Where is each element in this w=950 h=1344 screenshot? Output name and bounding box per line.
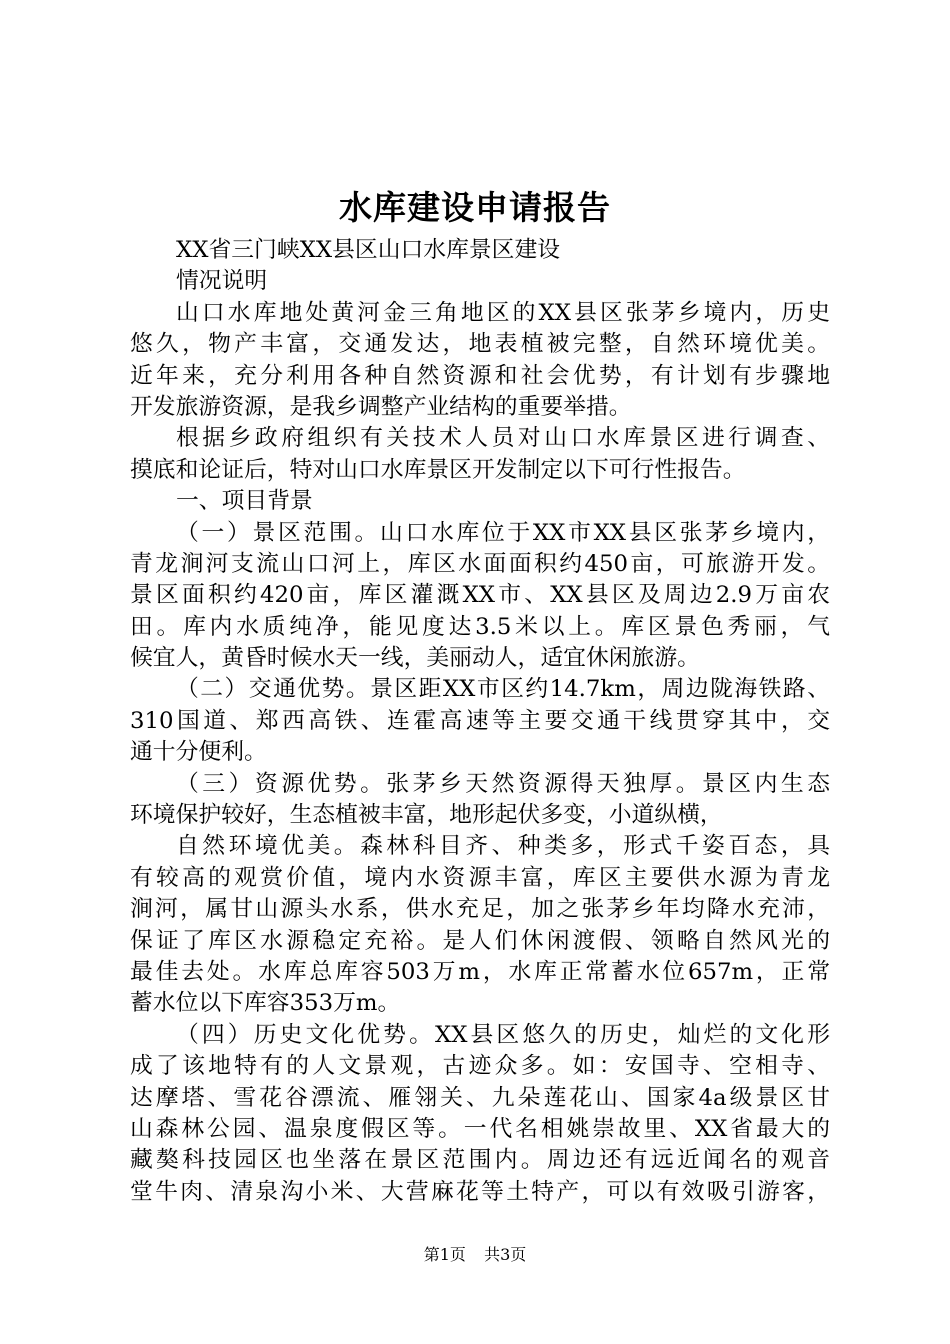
body-line: 青龙涧河支流山口河上，库区水面面积约450亩，可旅游开发。	[130, 550, 830, 577]
body-line: 环境保护较好，生态植被丰富，地形起伏多变，小道纵横，	[130, 802, 723, 829]
body-line: 自然环境优美。森林科目齐、种类多，形式千姿百态，具	[176, 833, 830, 860]
body-line: 摸底和论证后，特对山口水库景区开发制定以下可行性报告。	[130, 456, 746, 483]
body-line: 悠久，物产丰富，交通发达，地表植被完整，自然环境优美。	[130, 331, 830, 358]
body-line: 开发旅游资源，是我乡调整产业结构的重要举措。	[130, 393, 632, 420]
body-line: （三）资源优势。张茅乡天然资源得天独厚。景区内生态	[176, 770, 830, 797]
body-line: 有较高的观赏价值，境内水资源丰富，库区主要供水源为青龙	[130, 864, 830, 891]
body-line: 情况说明	[176, 268, 268, 295]
body-line: XX省三门峡XX县区山口水库景区建设	[176, 237, 561, 263]
body-line: 候宜人，黄昏时候水天一线，美丽动人，适宜休闲旅游。	[130, 645, 700, 672]
body-line: 堂牛肉、清泉沟小米、大营麻花等土特产，可以有效吸引游客，	[130, 1178, 830, 1205]
body-line: 成了该地特有的人文景观，古迹众多。如：安国寺、空相寺、	[130, 1053, 830, 1080]
body-line: 最佳去处。水库总库容503万m，水库正常蓄水位657m，正常	[130, 958, 830, 985]
page-footer	[0, 1242, 950, 1265]
body-line: 310国道、郑西高铁、连霍高速等主要交通干线贯穿其中，交	[130, 707, 830, 734]
body-line: 根据乡政府组织有关技术人员对山口水库景区进行调查、	[176, 425, 830, 452]
body-line: 近年来，充分利用各种自然资源和社会优势，有计划有步骤地	[130, 362, 830, 389]
body-line: 达摩塔、雪花谷漂流、雁翎关、九朵莲花山、国家4a级景区甘	[130, 1084, 830, 1111]
body-line: 通十分便利。	[130, 739, 267, 766]
body-line: 保证了库区水源稳定充裕。是人们休闲渡假、领略自然风光的	[130, 927, 830, 954]
body-line: 山森林公园、温泉度假区等。一代名相姚崇故里、XX省最大的	[130, 1115, 830, 1142]
page-number: 第1页	[423, 1245, 466, 1264]
page-total: 共3页	[484, 1245, 527, 1264]
body-line: 景区面积约420亩，库区灌溉XX市、XX县区及周边2.9万亩农	[130, 582, 830, 609]
body-line: 涧河，属甘山源头水系，供水充足，加之张茅乡年均降水充沛，	[130, 896, 830, 923]
body-line: （四）历史文化优势。XX县区悠久的历史，灿烂的文化形	[176, 1021, 830, 1048]
body-line: 山口水库地处黄河金三角地区的XX县区张茅乡境内，历史	[176, 299, 830, 326]
body-line: 田。库内水质纯净，能见度达3.5米以上。库区景色秀丽，气	[130, 613, 830, 640]
document-body	[130, 235, 830, 1208]
document-title: 水库建设申请报告	[339, 188, 611, 227]
section-heading: 一、项目背景	[176, 488, 313, 515]
body-line: 藏獒科技园区也坐落在景区范围内。周边还有远近闻名的观音	[130, 1147, 830, 1174]
body-line: 蓄水位以下库容353万m。	[130, 990, 401, 1017]
body-line: （二）交通优势。景区距XX市区约14.7km，周边陇海铁路、	[176, 676, 830, 703]
body-line: （一）景区范围。山口水库位于XX市XX县区张茅乡境内，	[176, 519, 830, 546]
